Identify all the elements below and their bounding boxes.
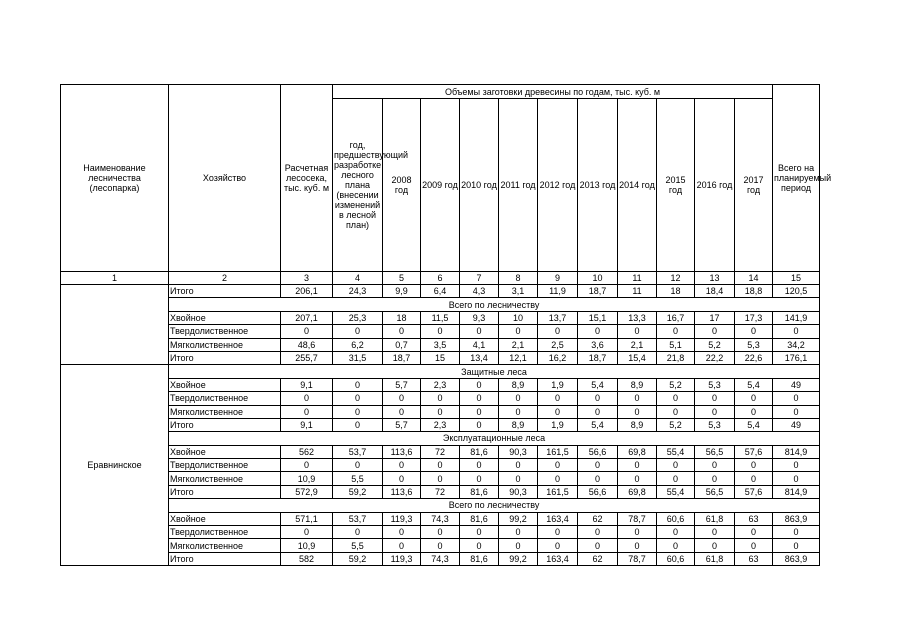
cell-value: 0 <box>383 472 421 485</box>
cell-value: 0 <box>499 405 538 418</box>
table-row <box>61 445 820 458</box>
cell-value: 0 <box>383 392 421 405</box>
cell-value: 2,1 <box>499 338 538 351</box>
row-label: Мягколиственное <box>169 338 281 351</box>
cell-value: 113,6 <box>383 445 421 458</box>
cell-value: 161,5 <box>538 485 578 498</box>
table-row <box>61 392 820 405</box>
cell-value: 61,8 <box>695 552 735 565</box>
cell-value: 9,1 <box>281 378 333 391</box>
row-label: Твердолиственное <box>169 459 281 472</box>
column-number: 12 <box>657 272 695 285</box>
header-year: 2014 год <box>618 99 657 272</box>
cell-value: 5,3 <box>735 338 773 351</box>
section-row <box>61 298 820 311</box>
cell-value: 0 <box>421 539 460 552</box>
column-number: 8 <box>499 272 538 285</box>
cell-value: 5,3 <box>695 378 735 391</box>
cell-value: 3,5 <box>421 338 460 351</box>
cell-value: 0,7 <box>383 338 421 351</box>
cell-value: 25,3 <box>333 311 383 324</box>
cell-value: 2,3 <box>421 378 460 391</box>
cell-value: 59,2 <box>333 552 383 565</box>
cell-value: 0 <box>383 539 421 552</box>
cell-value: 0 <box>333 325 383 338</box>
cell-value: 0 <box>735 325 773 338</box>
cell-value: 56,6 <box>578 445 618 458</box>
cell-value: 0 <box>695 539 735 552</box>
cell-value: 0 <box>773 392 820 405</box>
cell-value: 0 <box>657 539 695 552</box>
cell-value: 0 <box>618 539 657 552</box>
header-year: 2011 год <box>499 99 538 272</box>
cell-value: 163,4 <box>538 512 578 525</box>
column-number: 5 <box>383 272 421 285</box>
section-row <box>61 432 820 445</box>
cell-value: 207,1 <box>281 311 333 324</box>
cell-value: 0 <box>333 392 383 405</box>
cell-value: 0 <box>460 378 499 391</box>
cell-value: 814,9 <box>773 445 820 458</box>
cell-value: 24,3 <box>333 285 383 298</box>
cell-value: 0 <box>657 325 695 338</box>
cell-value: 18,7 <box>578 351 618 364</box>
cell-value: 15,1 <box>578 311 618 324</box>
harvest-volume-table <box>60 84 832 566</box>
cell-value: 863,9 <box>773 552 820 565</box>
cell-value: 81,6 <box>460 485 499 498</box>
cell-value: 18 <box>657 285 695 298</box>
cell-value: 0 <box>281 392 333 405</box>
cell-value: 18 <box>383 311 421 324</box>
cell-value: 56,5 <box>695 485 735 498</box>
cell-value: 0 <box>773 405 820 418</box>
cell-value: 1,9 <box>538 378 578 391</box>
cell-value: 15 <box>421 351 460 364</box>
cell-value: 10 <box>499 311 538 324</box>
cell-value: 0 <box>383 526 421 539</box>
cell-value: 74,3 <box>421 552 460 565</box>
cell-value: 5,4 <box>735 418 773 431</box>
cell-value: 863,9 <box>773 512 820 525</box>
cell-value: 57,6 <box>735 445 773 458</box>
cell-value: 5,4 <box>578 378 618 391</box>
cell-value: 72 <box>421 485 460 498</box>
cell-value: 63 <box>735 512 773 525</box>
header-year: 2013 год <box>578 99 618 272</box>
cell-value: 0 <box>773 539 820 552</box>
cell-value: 5,3 <box>695 418 735 431</box>
cell-value: 49 <box>773 418 820 431</box>
header-calc-cut: Расчетная лесосека, тыс. куб. м <box>281 85 333 272</box>
cell-value: 0 <box>421 526 460 539</box>
cell-value: 10,9 <box>281 472 333 485</box>
cell-value: 562 <box>281 445 333 458</box>
cell-value: 13,3 <box>618 311 657 324</box>
cell-value: 119,3 <box>383 552 421 565</box>
column-number: 11 <box>618 272 657 285</box>
cell-value: 5,2 <box>657 418 695 431</box>
cell-value: 99,2 <box>499 552 538 565</box>
cell-value: 0 <box>538 459 578 472</box>
cell-value: 0 <box>460 392 499 405</box>
row-label: Хвойное <box>169 445 281 458</box>
cell-value: 0 <box>499 392 538 405</box>
cell-value: 572,9 <box>281 485 333 498</box>
cell-value: 0 <box>657 392 695 405</box>
cell-value: 9,3 <box>460 311 499 324</box>
cell-value: 571,1 <box>281 512 333 525</box>
row-label: Твердолиственное <box>169 392 281 405</box>
column-number: 6 <box>421 272 460 285</box>
cell-value: 11,9 <box>538 285 578 298</box>
cell-value: 18,7 <box>383 351 421 364</box>
header-year: 2008 год <box>383 99 421 272</box>
cell-value: 49 <box>773 378 820 391</box>
cell-value: 0 <box>578 405 618 418</box>
header-year: 2009 год <box>421 99 460 272</box>
cell-value: 0 <box>460 459 499 472</box>
cell-value: 15,4 <box>618 351 657 364</box>
cell-value: 0 <box>657 459 695 472</box>
cell-value: 5,4 <box>578 418 618 431</box>
cell-value: 0 <box>538 405 578 418</box>
cell-value: 0 <box>618 405 657 418</box>
cell-value: 6,4 <box>421 285 460 298</box>
cell-value: 90,3 <box>499 485 538 498</box>
row-label: Мягколиственное <box>169 539 281 552</box>
cell-value: 0 <box>657 405 695 418</box>
cell-value: 0 <box>695 392 735 405</box>
cell-value: 0 <box>421 325 460 338</box>
header-year: 2012 год <box>538 99 578 272</box>
cell-value: 0 <box>460 418 499 431</box>
row-label: Хвойное <box>169 311 281 324</box>
cell-value: 0 <box>333 526 383 539</box>
cell-value: 3,6 <box>578 338 618 351</box>
cell-value: 0 <box>618 392 657 405</box>
cell-value: 0 <box>735 472 773 485</box>
cell-value: 9,9 <box>383 285 421 298</box>
cell-value: 0 <box>735 405 773 418</box>
cell-value: 0 <box>618 526 657 539</box>
cell-value: 161,5 <box>538 445 578 458</box>
cell-value: 5,2 <box>695 338 735 351</box>
cell-value: 0 <box>383 325 421 338</box>
cell-value: 0 <box>281 459 333 472</box>
cell-value: 5,7 <box>383 378 421 391</box>
cell-value: 0 <box>657 472 695 485</box>
cell-value: 120,5 <box>773 285 820 298</box>
table-row <box>61 472 820 485</box>
cell-value: 78,7 <box>618 552 657 565</box>
table-row <box>61 512 820 525</box>
column-number: 1 <box>61 272 169 285</box>
cell-value: 0 <box>695 405 735 418</box>
cell-value: 18,8 <box>735 285 773 298</box>
cell-value: 5,1 <box>657 338 695 351</box>
column-number: 9 <box>538 272 578 285</box>
cell-value: 5,5 <box>333 472 383 485</box>
cell-value: 163,4 <box>538 552 578 565</box>
cell-value: 0 <box>333 459 383 472</box>
cell-value: 0 <box>281 405 333 418</box>
cell-value: 69,8 <box>618 485 657 498</box>
cell-value: 81,6 <box>460 512 499 525</box>
cell-value: 17 <box>695 311 735 324</box>
header-prev-year: год, предшествующий разработке лесного плана (внесении изменений в лесной план) <box>333 99 383 272</box>
table-row <box>61 485 820 498</box>
forestry-name-blank <box>61 285 169 365</box>
row-label: Хвойное <box>169 512 281 525</box>
row-label: Итого <box>169 351 281 364</box>
column-number: 3 <box>281 272 333 285</box>
cell-value: 0 <box>735 459 773 472</box>
cell-value: 814,9 <box>773 485 820 498</box>
cell-value: 61,8 <box>695 512 735 525</box>
cell-value: 0 <box>499 459 538 472</box>
header-forestry: Наименование лесничества (лесопарка) <box>61 85 169 272</box>
cell-value: 0 <box>460 325 499 338</box>
cell-value: 10,9 <box>281 539 333 552</box>
cell-value: 57,6 <box>735 485 773 498</box>
table-row <box>61 338 820 351</box>
cell-value: 0 <box>773 526 820 539</box>
cell-value: 11 <box>618 285 657 298</box>
cell-value: 0 <box>578 472 618 485</box>
row-label: Итого <box>169 552 281 565</box>
row-label: Хвойное <box>169 378 281 391</box>
section-row <box>61 499 820 512</box>
cell-value: 0 <box>499 539 538 552</box>
cell-value: 6,2 <box>333 338 383 351</box>
cell-value: 8,9 <box>499 378 538 391</box>
cell-value: 0 <box>735 392 773 405</box>
cell-value: 2,1 <box>618 338 657 351</box>
cell-value: 0 <box>538 392 578 405</box>
cell-value: 53,7 <box>333 512 383 525</box>
cell-value: 0 <box>460 526 499 539</box>
cell-value: 119,3 <box>383 512 421 525</box>
cell-value: 48,6 <box>281 338 333 351</box>
cell-value: 0 <box>773 325 820 338</box>
cell-value: 81,6 <box>460 445 499 458</box>
cell-value: 4,3 <box>460 285 499 298</box>
cell-value: 0 <box>333 405 383 418</box>
row-label: Твердолиственное <box>169 526 281 539</box>
section-title: Всего по лесничеству <box>169 499 820 512</box>
table-row <box>61 405 820 418</box>
cell-value: 3,1 <box>499 285 538 298</box>
column-number: 14 <box>735 272 773 285</box>
row-label: Итого <box>169 285 281 298</box>
cell-value: 0 <box>773 472 820 485</box>
header-farm: Хозяйство <box>169 85 281 272</box>
table-row <box>61 418 820 431</box>
cell-value: 2,3 <box>421 418 460 431</box>
cell-value: 0 <box>281 526 333 539</box>
cell-value: 81,6 <box>460 552 499 565</box>
cell-value: 99,2 <box>499 512 538 525</box>
cell-value: 176,1 <box>773 351 820 364</box>
cell-value: 0 <box>618 325 657 338</box>
cell-value: 18,4 <box>695 285 735 298</box>
cell-value: 78,7 <box>618 512 657 525</box>
row-label: Итого <box>169 418 281 431</box>
cell-value: 5,4 <box>735 378 773 391</box>
cell-value: 0 <box>618 472 657 485</box>
cell-value: 0 <box>578 325 618 338</box>
cell-value: 0 <box>333 378 383 391</box>
cell-value: 0 <box>383 405 421 418</box>
cell-value: 8,9 <box>499 418 538 431</box>
cell-value: 56,5 <box>695 445 735 458</box>
table-row <box>61 311 820 324</box>
cell-value: 0 <box>618 459 657 472</box>
cell-value: 59,2 <box>333 485 383 498</box>
cell-value: 255,7 <box>281 351 333 364</box>
cell-value: 0 <box>695 325 735 338</box>
cell-value: 0 <box>333 418 383 431</box>
cell-value: 0 <box>499 526 538 539</box>
cell-value: 5,7 <box>383 418 421 431</box>
cell-value: 0 <box>735 526 773 539</box>
section-row <box>61 365 820 378</box>
cell-value: 17,3 <box>735 311 773 324</box>
cell-value: 34,2 <box>773 338 820 351</box>
cell-value: 16,7 <box>657 311 695 324</box>
cell-value: 0 <box>460 405 499 418</box>
table-row <box>61 378 820 391</box>
cell-value: 0 <box>578 459 618 472</box>
cell-value: 0 <box>578 526 618 539</box>
header-volumes-group: Объемы заготовки древесины по годам, тыс. куб. м <box>333 85 773 99</box>
cell-value: 0 <box>538 325 578 338</box>
cell-value: 16,2 <box>538 351 578 364</box>
column-number: 15 <box>773 272 820 285</box>
cell-value: 55,4 <box>657 485 695 498</box>
cell-value: 5,5 <box>333 539 383 552</box>
cell-value: 0 <box>657 526 695 539</box>
cell-value: 0 <box>695 526 735 539</box>
cell-value: 0 <box>499 325 538 338</box>
cell-value: 62 <box>578 512 618 525</box>
column-number: 2 <box>169 272 281 285</box>
cell-value: 113,6 <box>383 485 421 498</box>
table-row <box>61 325 820 338</box>
cell-value: 141,9 <box>773 311 820 324</box>
cell-value: 0 <box>421 472 460 485</box>
cell-value: 74,3 <box>421 512 460 525</box>
cell-value: 4,1 <box>460 338 499 351</box>
row-label: Итого <box>169 485 281 498</box>
cell-value: 63 <box>735 552 773 565</box>
cell-value: 5,2 <box>657 378 695 391</box>
cell-value: 69,8 <box>618 445 657 458</box>
cell-value: 0 <box>421 405 460 418</box>
cell-value: 0 <box>421 459 460 472</box>
cell-value: 60,6 <box>657 512 695 525</box>
cell-value: 13,7 <box>538 311 578 324</box>
cell-value: 0 <box>578 539 618 552</box>
cell-value: 0 <box>773 459 820 472</box>
cell-value: 0 <box>281 325 333 338</box>
cell-value: 0 <box>460 539 499 552</box>
cell-value: 0 <box>383 459 421 472</box>
cell-value: 31,5 <box>333 351 383 364</box>
section-title: Эксплуатационные леса <box>169 432 820 445</box>
cell-value: 582 <box>281 552 333 565</box>
header-year: 2015 год <box>657 99 695 272</box>
cell-value: 0 <box>499 472 538 485</box>
cell-value: 0 <box>578 392 618 405</box>
cell-value: 0 <box>421 392 460 405</box>
column-number: 7 <box>460 272 499 285</box>
cell-value: 0 <box>460 472 499 485</box>
table-row <box>61 285 820 298</box>
cell-value: 8,9 <box>618 418 657 431</box>
cell-value: 1,9 <box>538 418 578 431</box>
cell-value: 60,6 <box>657 552 695 565</box>
cell-value: 72 <box>421 445 460 458</box>
column-number: 10 <box>578 272 618 285</box>
cell-value: 0 <box>735 539 773 552</box>
row-label: Мягколиственное <box>169 472 281 485</box>
cell-value: 206,1 <box>281 285 333 298</box>
row-label: Твердолиственное <box>169 325 281 338</box>
cell-value: 22,6 <box>735 351 773 364</box>
cell-value: 55,4 <box>657 445 695 458</box>
cell-value: 0 <box>695 472 735 485</box>
forestry-name: Еравнинское <box>61 365 169 566</box>
cell-value: 8,9 <box>618 378 657 391</box>
table-row <box>61 526 820 539</box>
header-total-period: Всего на планируемый период <box>773 85 820 272</box>
cell-value: 90,3 <box>499 445 538 458</box>
table-row <box>61 552 820 565</box>
header-year: 2017 год <box>735 99 773 272</box>
column-number: 13 <box>695 272 735 285</box>
cell-value: 53,7 <box>333 445 383 458</box>
cell-value: 18,7 <box>578 285 618 298</box>
cell-value: 2,5 <box>538 338 578 351</box>
cell-value: 0 <box>538 472 578 485</box>
cell-value: 62 <box>578 552 618 565</box>
header-year: 2016 год <box>695 99 735 272</box>
cell-value: 13,4 <box>460 351 499 364</box>
cell-value: 21,8 <box>657 351 695 364</box>
header-year: 2010 год <box>460 99 499 272</box>
section-title: Защитные леса <box>169 365 820 378</box>
cell-value: 0 <box>538 539 578 552</box>
cell-value: 0 <box>695 459 735 472</box>
table-row <box>61 351 820 364</box>
row-label: Мягколиственное <box>169 405 281 418</box>
cell-value: 9,1 <box>281 418 333 431</box>
cell-value: 22,2 <box>695 351 735 364</box>
cell-value: 12,1 <box>499 351 538 364</box>
cell-value: 56,6 <box>578 485 618 498</box>
cell-value: 0 <box>538 526 578 539</box>
cell-value: 11,5 <box>421 311 460 324</box>
column-number: 4 <box>333 272 383 285</box>
section-title: Всего по лесничеству <box>169 298 820 311</box>
table-row <box>61 539 820 552</box>
table-row <box>61 459 820 472</box>
